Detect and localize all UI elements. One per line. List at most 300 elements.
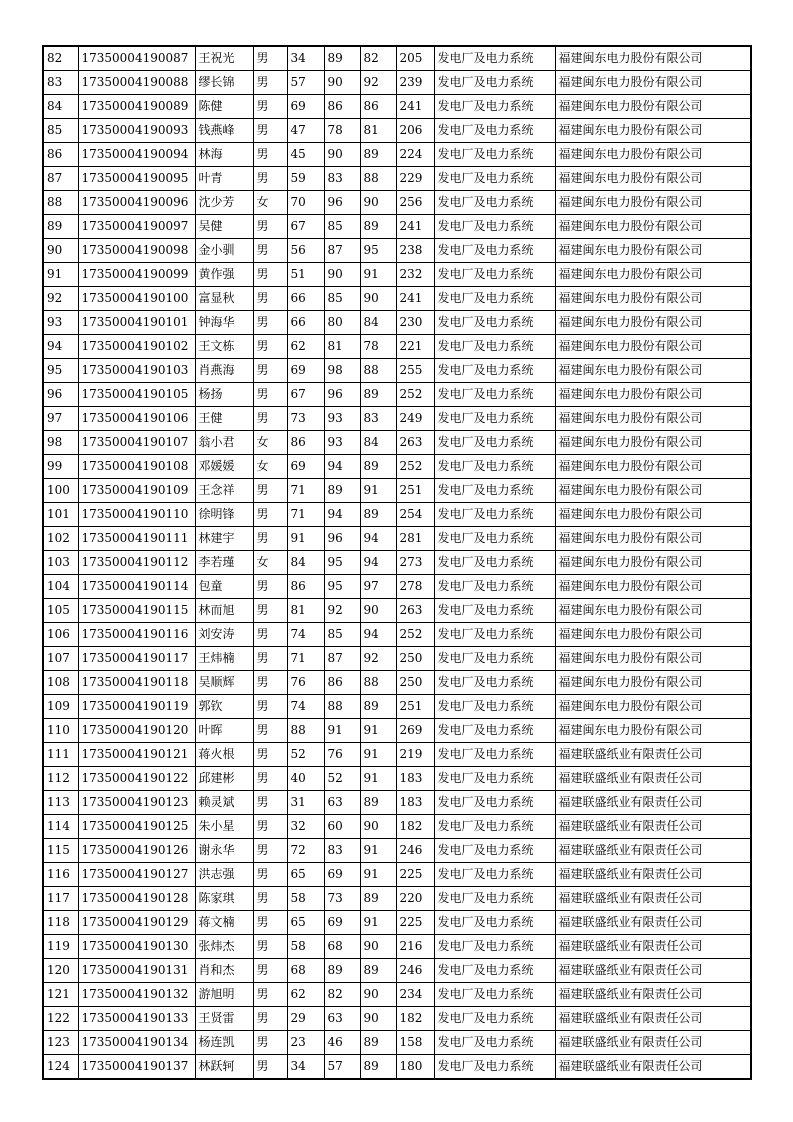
cell-name: 邱建彬 [195, 767, 253, 791]
cell-score-3: 89 [360, 887, 396, 911]
cell-employer: 福建闽东电力股份有限公司 [555, 503, 751, 527]
cell-total-score: 241 [396, 215, 434, 239]
cell-total-score: 232 [396, 263, 434, 287]
cell-employer: 福建联盛纸业有限责任公司 [555, 1031, 751, 1055]
cell-score-2: 60 [324, 815, 360, 839]
table-row [43, 455, 751, 479]
table-row [43, 311, 751, 335]
cell-candidate-id: 17350004190103 [78, 359, 195, 383]
cell-employer: 福建联盛纸业有限责任公司 [555, 935, 751, 959]
cell-major: 发电厂及电力系统 [434, 743, 555, 767]
table-row [43, 527, 751, 551]
cell-total-score: 273 [396, 551, 434, 575]
cell-score-3: 89 [360, 1055, 396, 1080]
cell-candidate-id: 17350004190134 [78, 1031, 195, 1055]
cell-candidate-id: 17350004190132 [78, 983, 195, 1007]
cell-major: 发电厂及电力系统 [434, 1055, 555, 1080]
cell-score-1: 70 [287, 191, 324, 215]
cell-name: 金小驯 [195, 239, 253, 263]
cell-gender: 男 [253, 95, 287, 119]
cell-total-score: 269 [396, 719, 434, 743]
cell-score-1: 52 [287, 743, 324, 767]
cell-major: 发电厂及电力系统 [434, 551, 555, 575]
cell-score-3: 81 [360, 119, 396, 143]
cell-total-score: 229 [396, 167, 434, 191]
cell-employer: 福建闽东电力股份有限公司 [555, 335, 751, 359]
cell-score-2: 90 [324, 143, 360, 167]
cell-score-2: 83 [324, 167, 360, 191]
cell-major: 发电厂及电力系统 [434, 791, 555, 815]
cell-major: 发电厂及电力系统 [434, 911, 555, 935]
cell-total-score: 182 [396, 815, 434, 839]
cell-total-score: 251 [396, 695, 434, 719]
cell-candidate-id: 17350004190114 [78, 575, 195, 599]
cell-name: 杨扬 [195, 383, 253, 407]
cell-score-1: 69 [287, 455, 324, 479]
table-row [43, 887, 751, 911]
cell-score-3: 89 [360, 215, 396, 239]
table-body [43, 46, 751, 1079]
cell-score-2: 78 [324, 119, 360, 143]
cell-total-score: 252 [396, 455, 434, 479]
cell-score-3: 91 [360, 839, 396, 863]
cell-score-2: 93 [324, 407, 360, 431]
cell-employer: 福建闽东电力股份有限公司 [555, 311, 751, 335]
cell-candidate-id: 17350004190106 [78, 407, 195, 431]
cell-name: 游旭明 [195, 983, 253, 1007]
cell-score-3: 89 [360, 791, 396, 815]
cell-score-3: 89 [360, 959, 396, 983]
cell-employer: 福建联盛纸业有限责任公司 [555, 959, 751, 983]
cell-score-1: 32 [287, 815, 324, 839]
cell-score-3: 90 [360, 191, 396, 215]
cell-major: 发电厂及电力系统 [434, 407, 555, 431]
cell-score-1: 45 [287, 143, 324, 167]
cell-name: 缪长锦 [195, 71, 253, 95]
cell-gender: 男 [253, 695, 287, 719]
table-row [43, 71, 751, 95]
cell-total-score: 246 [396, 839, 434, 863]
cell-score-2: 87 [324, 239, 360, 263]
cell-employer: 福建闽东电力股份有限公司 [555, 647, 751, 671]
cell-total-score: 205 [396, 46, 434, 71]
cell-name: 杨连凯 [195, 1031, 253, 1055]
cell-employer: 福建联盛纸业有限责任公司 [555, 863, 751, 887]
cell-score-2: 91 [324, 719, 360, 743]
cell-employer: 福建闽东电力股份有限公司 [555, 431, 751, 455]
cell-score-3: 94 [360, 551, 396, 575]
cell-score-1: 23 [287, 1031, 324, 1055]
cell-seq-number: 117 [43, 887, 78, 911]
cell-employer: 福建闽东电力股份有限公司 [555, 263, 751, 287]
cell-major: 发电厂及电力系统 [434, 767, 555, 791]
cell-score-1: 47 [287, 119, 324, 143]
cell-gender: 男 [253, 407, 287, 431]
cell-score-1: 66 [287, 311, 324, 335]
cell-name: 林跃轲 [195, 1055, 253, 1080]
cell-total-score: 254 [396, 503, 434, 527]
table-row [43, 551, 751, 575]
cell-employer: 福建闽东电力股份有限公司 [555, 407, 751, 431]
table-row [43, 1055, 751, 1080]
cell-seq-number: 122 [43, 1007, 78, 1031]
cell-score-1: 34 [287, 46, 324, 71]
cell-score-3: 89 [360, 1031, 396, 1055]
table-row [43, 239, 751, 263]
cell-major: 发电厂及电力系统 [434, 263, 555, 287]
cell-score-3: 89 [360, 455, 396, 479]
cell-candidate-id: 17350004190117 [78, 647, 195, 671]
cell-total-score: 234 [396, 983, 434, 1007]
cell-candidate-id: 17350004190115 [78, 599, 195, 623]
cell-candidate-id: 17350004190127 [78, 863, 195, 887]
cell-score-1: 69 [287, 95, 324, 119]
cell-score-2: 86 [324, 95, 360, 119]
cell-score-3: 94 [360, 527, 396, 551]
cell-score-2: 69 [324, 911, 360, 935]
cell-score-1: 62 [287, 335, 324, 359]
cell-score-3: 91 [360, 767, 396, 791]
table-row [43, 119, 751, 143]
cell-gender: 男 [253, 239, 287, 263]
cell-seq-number: 96 [43, 383, 78, 407]
cell-seq-number: 113 [43, 791, 78, 815]
cell-total-score: 224 [396, 143, 434, 167]
cell-candidate-id: 17350004190099 [78, 263, 195, 287]
cell-gender: 女 [253, 431, 287, 455]
cell-total-score: 206 [396, 119, 434, 143]
cell-employer: 福建闽东电力股份有限公司 [555, 167, 751, 191]
cell-score-1: 73 [287, 407, 324, 431]
cell-total-score: 230 [396, 311, 434, 335]
table-row [43, 863, 751, 887]
cell-gender: 女 [253, 455, 287, 479]
cell-employer: 福建闽东电力股份有限公司 [555, 95, 751, 119]
cell-total-score: 180 [396, 1055, 434, 1080]
cell-gender: 男 [253, 911, 287, 935]
table-row [43, 743, 751, 767]
cell-major: 发电厂及电力系统 [434, 359, 555, 383]
cell-major: 发电厂及电力系统 [434, 1031, 555, 1055]
cell-candidate-id: 17350004190119 [78, 695, 195, 719]
cell-gender: 男 [253, 791, 287, 815]
cell-score-2: 68 [324, 935, 360, 959]
cell-score-2: 80 [324, 311, 360, 335]
cell-score-2: 82 [324, 983, 360, 1007]
cell-score-1: 65 [287, 863, 324, 887]
table-row [43, 431, 751, 455]
cell-name: 王贤雷 [195, 1007, 253, 1031]
table-row [43, 1007, 751, 1031]
cell-seq-number: 123 [43, 1031, 78, 1055]
cell-score-1: 59 [287, 167, 324, 191]
cell-name: 包童 [195, 575, 253, 599]
cell-score-1: 86 [287, 431, 324, 455]
cell-total-score: 263 [396, 599, 434, 623]
cell-major: 发电厂及电力系统 [434, 719, 555, 743]
cell-employer: 福建闽东电力股份有限公司 [555, 527, 751, 551]
cell-major: 发电厂及电力系统 [434, 695, 555, 719]
cell-score-3: 91 [360, 911, 396, 935]
table-row [43, 791, 751, 815]
cell-score-1: 56 [287, 239, 324, 263]
cell-candidate-id: 17350004190109 [78, 479, 195, 503]
cell-employer: 福建闽东电力股份有限公司 [555, 479, 751, 503]
cell-employer: 福建闽东电力股份有限公司 [555, 46, 751, 71]
cell-total-score: 225 [396, 911, 434, 935]
table-row [43, 599, 751, 623]
cell-seq-number: 98 [43, 431, 78, 455]
cell-seq-number: 114 [43, 815, 78, 839]
cell-gender: 男 [253, 335, 287, 359]
cell-total-score: 249 [396, 407, 434, 431]
table-row [43, 911, 751, 935]
cell-name: 刘安涛 [195, 623, 253, 647]
cell-score-2: 83 [324, 839, 360, 863]
cell-candidate-id: 17350004190130 [78, 935, 195, 959]
table-row [43, 719, 751, 743]
cell-seq-number: 119 [43, 935, 78, 959]
cell-score-1: 67 [287, 215, 324, 239]
cell-employer: 福建联盛纸业有限责任公司 [555, 911, 751, 935]
cell-score-1: 57 [287, 71, 324, 95]
cell-seq-number: 101 [43, 503, 78, 527]
cell-gender: 男 [253, 503, 287, 527]
cell-score-1: 86 [287, 575, 324, 599]
cell-employer: 福建联盛纸业有限责任公司 [555, 743, 751, 767]
cell-score-2: 81 [324, 335, 360, 359]
cell-major: 发电厂及电力系统 [434, 431, 555, 455]
cell-gender: 男 [253, 167, 287, 191]
cell-seq-number: 88 [43, 191, 78, 215]
cell-major: 发电厂及电力系统 [434, 119, 555, 143]
cell-score-2: 85 [324, 623, 360, 647]
cell-total-score: 252 [396, 623, 434, 647]
cell-gender: 男 [253, 863, 287, 887]
table-row [43, 575, 751, 599]
cell-name: 林建宇 [195, 527, 253, 551]
cell-name: 徐明锋 [195, 503, 253, 527]
cell-score-1: 67 [287, 383, 324, 407]
cell-major: 发电厂及电力系统 [434, 887, 555, 911]
cell-total-score: 216 [396, 935, 434, 959]
cell-gender: 男 [253, 119, 287, 143]
cell-total-score: 183 [396, 767, 434, 791]
cell-seq-number: 93 [43, 311, 78, 335]
cell-name: 王文栋 [195, 335, 253, 359]
cell-name: 邓媛媛 [195, 455, 253, 479]
cell-gender: 男 [253, 719, 287, 743]
cell-major: 发电厂及电力系统 [434, 1007, 555, 1031]
cell-name: 赖灵斌 [195, 791, 253, 815]
cell-candidate-id: 17350004190122 [78, 767, 195, 791]
cell-total-score: 241 [396, 95, 434, 119]
cell-score-2: 85 [324, 287, 360, 311]
cell-name: 张炜杰 [195, 935, 253, 959]
cell-seq-number: 109 [43, 695, 78, 719]
cell-candidate-id: 17350004190100 [78, 287, 195, 311]
cell-name: 沈少芳 [195, 191, 253, 215]
cell-seq-number: 82 [43, 46, 78, 71]
cell-score-3: 91 [360, 479, 396, 503]
cell-score-3: 88 [360, 167, 396, 191]
cell-score-2: 96 [324, 191, 360, 215]
cell-employer: 福建闽东电力股份有限公司 [555, 359, 751, 383]
table-row [43, 767, 751, 791]
cell-score-3: 92 [360, 647, 396, 671]
cell-name: 吴顺辉 [195, 671, 253, 695]
cell-name: 肖和杰 [195, 959, 253, 983]
cell-name: 蒋火根 [195, 743, 253, 767]
cell-seq-number: 116 [43, 863, 78, 887]
cell-major: 发电厂及电力系统 [434, 671, 555, 695]
cell-gender: 男 [253, 1007, 287, 1031]
cell-employer: 福建联盛纸业有限责任公司 [555, 887, 751, 911]
cell-gender: 男 [253, 671, 287, 695]
cell-score-2: 96 [324, 527, 360, 551]
cell-major: 发电厂及电力系统 [434, 527, 555, 551]
cell-major: 发电厂及电力系统 [434, 46, 555, 71]
cell-major: 发电厂及电力系统 [434, 623, 555, 647]
cell-major: 发电厂及电力系统 [434, 191, 555, 215]
cell-score-3: 84 [360, 431, 396, 455]
cell-seq-number: 124 [43, 1055, 78, 1080]
table-row [43, 959, 751, 983]
table-row [43, 191, 751, 215]
cell-seq-number: 110 [43, 719, 78, 743]
cell-score-3: 78 [360, 335, 396, 359]
cell-gender: 男 [253, 46, 287, 71]
cell-seq-number: 95 [43, 359, 78, 383]
cell-major: 发电厂及电力系统 [434, 95, 555, 119]
cell-score-1: 74 [287, 623, 324, 647]
table-row [43, 647, 751, 671]
cell-seq-number: 112 [43, 767, 78, 791]
cell-major: 发电厂及电力系统 [434, 71, 555, 95]
cell-seq-number: 105 [43, 599, 78, 623]
cell-score-3: 90 [360, 287, 396, 311]
cell-employer: 福建闽东电力股份有限公司 [555, 191, 751, 215]
cell-name: 富显秋 [195, 287, 253, 311]
cell-gender: 男 [253, 599, 287, 623]
cell-employer: 福建闽东电力股份有限公司 [555, 623, 751, 647]
table-row [43, 623, 751, 647]
cell-candidate-id: 17350004190097 [78, 215, 195, 239]
cell-employer: 福建闽东电力股份有限公司 [555, 671, 751, 695]
cell-major: 发电厂及电力系统 [434, 479, 555, 503]
cell-total-score: 250 [396, 647, 434, 671]
table-row [43, 695, 751, 719]
cell-employer: 福建闽东电力股份有限公司 [555, 575, 751, 599]
cell-candidate-id: 17350004190096 [78, 191, 195, 215]
cell-total-score: 251 [396, 479, 434, 503]
cell-gender: 男 [253, 575, 287, 599]
table-row [43, 143, 751, 167]
cell-seq-number: 111 [43, 743, 78, 767]
cell-total-score: 183 [396, 791, 434, 815]
cell-employer: 福建闽东电力股份有限公司 [555, 143, 751, 167]
cell-score-1: 71 [287, 647, 324, 671]
table-row [43, 359, 751, 383]
cell-major: 发电厂及电力系统 [434, 575, 555, 599]
cell-score-2: 98 [324, 359, 360, 383]
cell-seq-number: 108 [43, 671, 78, 695]
cell-seq-number: 107 [43, 647, 78, 671]
cell-candidate-id: 17350004190101 [78, 311, 195, 335]
cell-gender: 男 [253, 839, 287, 863]
cell-score-3: 89 [360, 503, 396, 527]
cell-score-2: 96 [324, 383, 360, 407]
cell-total-score: 158 [396, 1031, 434, 1055]
cell-gender: 女 [253, 191, 287, 215]
cell-employer: 福建联盛纸业有限责任公司 [555, 1007, 751, 1031]
cell-total-score: 255 [396, 359, 434, 383]
cell-seq-number: 83 [43, 71, 78, 95]
cell-score-2: 52 [324, 767, 360, 791]
cell-seq-number: 120 [43, 959, 78, 983]
cell-candidate-id: 17350004190108 [78, 455, 195, 479]
cell-total-score: 182 [396, 1007, 434, 1031]
cell-name: 林而旭 [195, 599, 253, 623]
cell-gender: 男 [253, 311, 287, 335]
cell-score-3: 91 [360, 719, 396, 743]
cell-candidate-id: 17350004190111 [78, 527, 195, 551]
cell-score-3: 92 [360, 71, 396, 95]
cell-score-1: 88 [287, 719, 324, 743]
cell-gender: 男 [253, 287, 287, 311]
cell-score-2: 95 [324, 575, 360, 599]
table-row [43, 1031, 751, 1055]
cell-candidate-id: 17350004190107 [78, 431, 195, 455]
cell-major: 发电厂及电力系统 [434, 599, 555, 623]
cell-gender: 男 [253, 263, 287, 287]
cell-major: 发电厂及电力系统 [434, 863, 555, 887]
cell-candidate-id: 17350004190126 [78, 839, 195, 863]
cell-gender: 男 [253, 959, 287, 983]
cell-candidate-id: 17350004190133 [78, 1007, 195, 1031]
cell-name: 黄作强 [195, 263, 253, 287]
cell-seq-number: 118 [43, 911, 78, 935]
cell-name: 吴健 [195, 215, 253, 239]
table-row [43, 215, 751, 239]
cell-score-3: 91 [360, 743, 396, 767]
cell-score-3: 89 [360, 383, 396, 407]
cell-major: 发电厂及电力系统 [434, 815, 555, 839]
cell-candidate-id: 17350004190098 [78, 239, 195, 263]
cell-candidate-id: 17350004190120 [78, 719, 195, 743]
cell-major: 发电厂及电力系统 [434, 383, 555, 407]
cell-employer: 福建闽东电力股份有限公司 [555, 71, 751, 95]
cell-score-1: 71 [287, 479, 324, 503]
cell-gender: 男 [253, 623, 287, 647]
cell-major: 发电厂及电力系统 [434, 647, 555, 671]
cell-score-3: 95 [360, 239, 396, 263]
cell-score-2: 93 [324, 431, 360, 455]
table-row [43, 95, 751, 119]
cell-total-score: 241 [396, 287, 434, 311]
table-row [43, 935, 751, 959]
cell-gender: 男 [253, 647, 287, 671]
cell-seq-number: 97 [43, 407, 78, 431]
cell-gender: 男 [253, 983, 287, 1007]
cell-seq-number: 121 [43, 983, 78, 1007]
cell-candidate-id: 17350004190110 [78, 503, 195, 527]
cell-score-2: 90 [324, 263, 360, 287]
cell-seq-number: 106 [43, 623, 78, 647]
cell-name: 洪志强 [195, 863, 253, 887]
cell-score-3: 86 [360, 95, 396, 119]
cell-total-score: 239 [396, 71, 434, 95]
